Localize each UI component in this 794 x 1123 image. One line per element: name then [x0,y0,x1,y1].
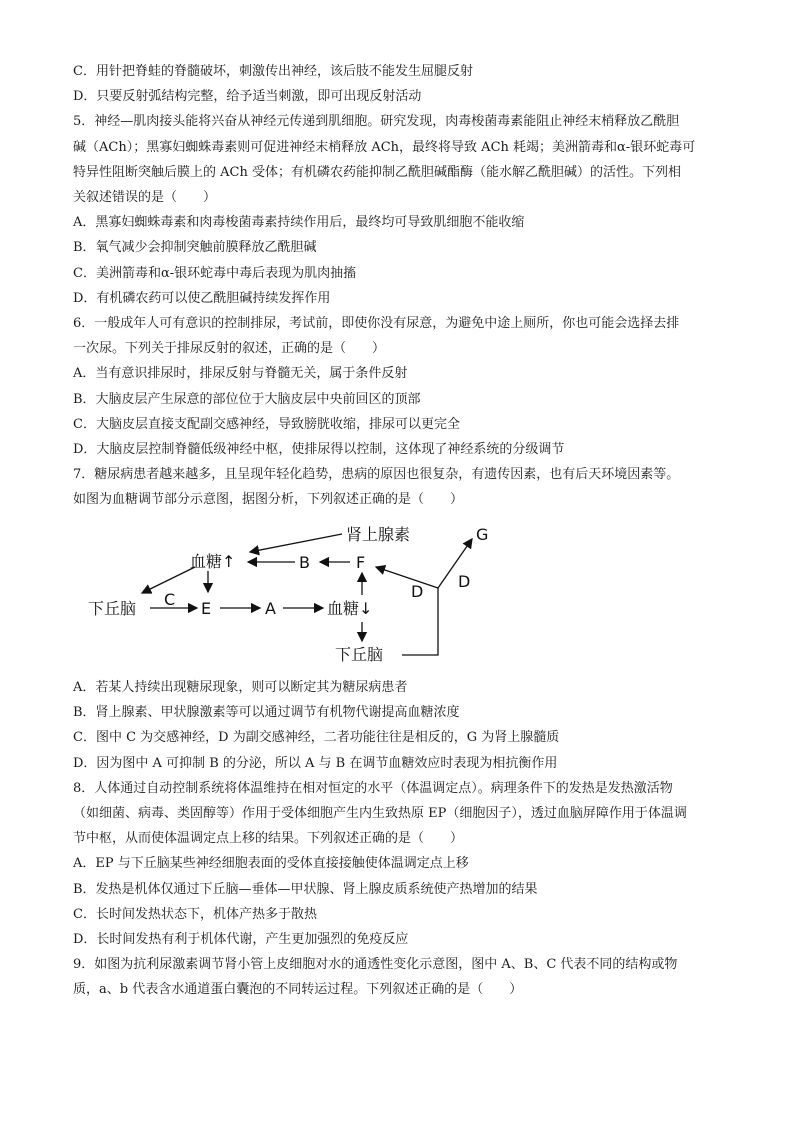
text-line: 6．一般成年人可有意识的控制排尿，考试前，即使你没有尿意，为避免中途上厕所，你也可能会选择去排 [73,316,680,331]
label-E: E [201,599,212,618]
label-blood-sugar-down: 血糖↓ [327,599,373,618]
text-line: （如细菌、病毒、类固醇等）作用于受体细胞产生内生致热原 EP（细胞因子），透过血脑屏障作用于体温调 [73,806,687,821]
text-line: B．肾上腺素、甲状腺激素等可以通过调节有机物代谢提高血糖浓度 [73,705,460,721]
text-line: 如图为血糖调节部分示意图，据图分析，下列叙述正确的是（ ） [73,492,464,508]
text-line: D．只要反射弧结构完整，给予适当刺激，即可出现反射活动 [73,89,422,105]
blood-sugar-regulation-diagram [80,515,520,675]
text-line: 特异性阻断突触后膜上的 ACh 受体；有机磷农药能抑制乙酰胆碱酯酶（能水解乙酰胆碱）的活性。下列相 [73,164,681,180]
text-line: A．若某人持续出现糖尿现象，则可以断定其为糖尿病患者 [73,680,408,695]
text-line: 5．神经—肌肉接头能将兴奋从神经元传递到肌细胞。研究发现，肉毒梭菌毒素能阻止神经末梢释放乙酰胆 [73,114,680,130]
arrow-junction-to-F [376,567,438,588]
arrow-adrenaline-to-bloodsugar [250,534,342,552]
text-line: B．大脑皮层产生尿意的部位位于大脑皮层中央前回区的顶部 [73,391,421,407]
label-F: F [356,553,366,572]
text-line: D．因为图中 A 可抑制 B 的分泌，所以 A 与 B 在调节血糖效应时表现为相抗衡作用 [73,755,558,771]
text-line: B．发热是机体仅通过下丘脑—垂体—甲状腺、肾上腺皮质系统使产热增加的结果 [73,881,538,897]
text-line: D．长时间发热有利于机体代谢，产生更加强烈的免疫反应 [73,932,409,947]
text-line: B．氧气减少会抑制突触前膜释放乙酰胆碱 [73,240,317,256]
text-line: 节中枢，从而使体温调定点上移的结果。下列叙述正确的是（ ） [73,831,464,847]
label-adrenaline: 肾上腺素 [346,525,411,544]
label-G: G [476,525,489,544]
label-C: C [164,590,176,609]
text-line: A．黑寡妇蜘蛛毒素和肉毒梭菌毒素持续作用后，最终均可导致肌细胞不能收缩 [73,215,525,231]
text-line: C．美洲箭毒和α-银环蛇毒中毒后表现为肌肉抽搐 [73,265,357,281]
text-line: A．EP 与下丘脑某些神经细胞表面的受体直接接触使体温调定点上移 [73,856,469,872]
label-A: A [265,599,276,618]
text-line: A．当有意识排尿时，排尿反射与脊髓无关，属于条件反射 [73,366,408,382]
text-line: 9．如图为抗利尿激素调节肾小管上皮细胞对水的通透性变化示意图，图中 A、B、C 代表不同的结构或物 [73,957,678,973]
text-line: 8．人体通过自动控制系统将体温维持在相对恒定的水平（体温调定点）。病理条件下的发热是发热激活物 [73,780,673,796]
text-line: 碱（ACh）；黑寡妇蜘蛛毒素则可促进神经末梢释放 ACh，最终将导致 ACh 耗竭；美洲箭毒和α-银环蛇毒可 [73,139,696,155]
text-line: C．长时间发热状态下，机体产热多于散热 [73,906,317,922]
text-line: 7．糖尿病患者越来越多，且呈现年轻化趋势，患病的原因也很复杂，有遗传因素，也有后天环境因素等。 [73,467,680,483]
text-line: C．图中 C 为交感神经，D 为副交感神经，二者功能往往是相反的，G 为肾上腺髓质 [73,730,560,746]
text-line: D．有机磷农药可以使乙酰胆碱持续发挥作用 [73,290,331,306]
text-line: C．用针把脊蛙的脊髓破坏，刺激传出神经，该后肢不能发生屈腿反射 [73,64,473,79]
label-D-right: D [458,572,471,591]
text-line: 一次尿。下列关于排尿反射的叙述，正确的是（ ） [73,341,386,357]
text-line: 质，a、b 代表含水通道蛋白囊泡的不同转运过程。下列叙述正确的是（ ） [73,982,523,998]
label-blood-sugar-up: 血糖↑ [190,552,236,571]
label-B: B [299,553,310,572]
text-line: 关叙述错误的是（ ） [73,190,217,205]
text-line: D．大脑皮层控制脊髓低级神经中枢，使排尿得以控制，这体现了神经系统的分级调节 [73,442,565,457]
label-D-left: D [411,582,424,601]
label-hypothalamus-bottom: 下丘脑 [335,645,384,664]
label-hypothalamus-left: 下丘脑 [88,599,137,618]
text-line: C．大脑皮层直接支配副交感神经，导致膀胱收缩，排尿可以更完全 [73,416,460,432]
